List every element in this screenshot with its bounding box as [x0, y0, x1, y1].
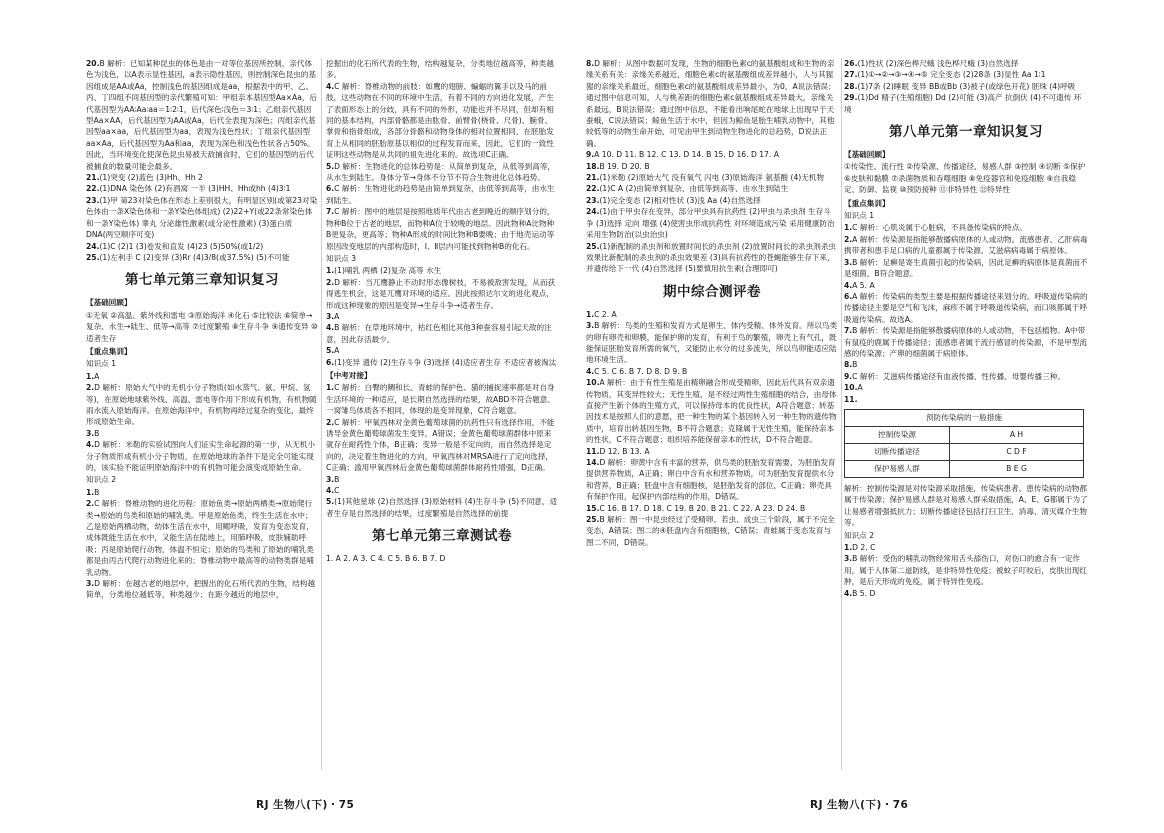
- answer-text: (1)完全变态 (2)相对性状 (3)浅 Aa (4)自然选择: [599, 195, 761, 205]
- answer-number: 8.: [844, 360, 853, 370]
- answer-item: [326, 311, 558, 322]
- table-row: [845, 426, 1084, 443]
- answer-text: (1)①→②→③→④→⑤ 完全变态 (2)28条 (3)显性 Aa 1∶1: [857, 70, 1046, 80]
- answer-text: B 解析：鸟类的生殖和发育方式是卵生、体内受精、体外发育。所以鸟类的卵有卵壳和卵膜，能保护卵的发育，有利于鸟的繁殖，卵壳上有气孔，既能保证胚胎发育所需的氧气，又能防止水分的过多流失，所以鸟卵能适应陆地环境生活。: [586, 321, 838, 365]
- answer-item: [86, 439, 318, 473]
- prevention-table: [844, 409, 1084, 478]
- answer-text: D 解析：生物进化的总体趋势是：从简单到复杂，从低等到高等，从水生到陆生。身体分节→身体不分节不符合生物进化总体趋势。: [326, 161, 556, 183]
- answer-item: [326, 183, 558, 206]
- answer-text: C 解析：心肌炎属于心脏病，不具备传染病的特点。: [852, 223, 1027, 233]
- answer-text: C 解析：艾滋病传播途径有血液传播、性传播、母婴传播三种。: [852, 371, 1065, 381]
- answer-number: 23.: [86, 195, 100, 205]
- answer-item: [86, 487, 318, 498]
- answer-number: 11.: [844, 394, 858, 404]
- answer-item: [326, 417, 558, 474]
- answer-item: [844, 58, 1088, 69]
- answer-item: [586, 241, 838, 275]
- answer-item: [86, 252, 318, 263]
- answer-text: (1)突变 (2)蓝色 (3)Hh、Hh 2: [99, 173, 203, 183]
- answer-item: [326, 322, 558, 345]
- knowledge-point-2: 知识点 2: [86, 475, 117, 485]
- answer-text: D 解析：在越古老的地层中，把握出的化石所代表的生物，结构越简单，分类地位越低等，种类越少；在距今越近的地层中，: [86, 579, 316, 600]
- answer-item: [586, 514, 838, 548]
- kp1-answers: [844, 222, 1088, 405]
- answer-number: 5.: [326, 161, 335, 171]
- answer-number: 21.: [86, 173, 100, 183]
- answer-text: A 解析：传染源是指能够散播病原体的人或动物。流感患者、乙肝病毒携带者和患手足口病的儿童都属于传染源。艾滋病病毒属于病原体。: [844, 234, 1088, 256]
- answer-item: [326, 206, 558, 252]
- table-row: [845, 460, 1084, 477]
- answer-text: B: [852, 360, 858, 370]
- answer-text: D 解析：原始大气中的无机小分子物质(如水蒸气、氨、甲烷、氢等)，在原始地球紫外线、高温、雷电等作用下形成有机物，有机物随雨水流入原始海洋。在原始海洋中，有机物再经过复杂的变化，最终形成原始生命。: [86, 383, 317, 427]
- test-answers: 1. A 2. A 3. C 4. C 5. B 6. B 7. D: [326, 554, 446, 564]
- table-cell-value: C D F: [950, 443, 1084, 460]
- answer-number: 9.: [586, 150, 595, 160]
- answer-item: [326, 382, 558, 416]
- answer-item: [586, 195, 838, 206]
- answer-item: [86, 172, 318, 183]
- page-footer: RJ 生物八(下)・76: [810, 799, 909, 811]
- answer-text: B 解析：已知某种昆虫的体色是由一对等位基因所控制，亲代体色为浅色，以A表示显性基因，a表示隐性基因，则控制深色昆虫的基因组成是AA或Aa，控制浅色的基因组成是aa，根据表中的甲、乙、丙、丁四组不同基因型的亲代繁殖可知：甲组亲本基因型Aa×Aa，后代基因型为AA∶Aa∶aa＝1∶2∶1，后代深色∶浅色＝3∶1；乙组亲代基因型Aa×AA，后代基因型为AA或Aa，后代全表现为深色；丙组亲代基因型aa×aa，后代基因型为aa，表现为浅色性状；丁组亲代基因型aa×Aa，后代基因型为Aa和aa，表现为深色和浅色性状各占50%。因此，当环境变化使深色昆虫易被天敌捕食时，它们的基因型的后代被捕食的数量可能会最多。: [86, 59, 318, 171]
- answer-item: [844, 92, 1088, 115]
- page-footer: RJ 生物八(下)・75: [256, 799, 355, 811]
- answer-list-top: [86, 58, 318, 263]
- answer-item: [844, 222, 1088, 233]
- answer-number: 1.: [326, 383, 335, 393]
- answer-number: 4.: [326, 81, 335, 91]
- answer-item: [586, 309, 838, 320]
- answer-text: A 解析：传染病的类型主要是根据传播途径来划分的。呼吸道传染病的传播途径主要是空气和飞沫，麻疹不属于呼吸道传染病，而口咳都属于呼吸道传染病。故选A。: [844, 291, 1088, 324]
- answer-list-top: [844, 58, 1088, 115]
- answer-number: 5.: [326, 346, 335, 356]
- answer-text: C 5. C 6. B 7. D 8. D 9. B: [594, 366, 688, 376]
- answer-item: [586, 183, 838, 194]
- answer-item: [586, 503, 838, 514]
- answer-text: B 解析：在草地环境中，枯红色相比其他3种蚕容易引起天敌的注意，因此存活最少。: [326, 323, 552, 344]
- answer-item: [326, 474, 558, 485]
- answer-number: 15.: [586, 503, 600, 513]
- kp3-answers: [326, 265, 558, 368]
- answer-text: (1)C A (2)由简单到复杂、由低等到高等、由水生到陆生: [599, 184, 789, 194]
- answer-number: 23.: [586, 195, 600, 205]
- answer-item: [844, 542, 1088, 553]
- answer-text: B: [94, 428, 100, 438]
- answer-text: D 解析：米勒的实验试图向人们证实生命起源的第一步，从无机小分子物质形成有机小分子物质，在原始地球的条件下是完全可能实现的，该实验不能证明原始海洋中的有机物可能会演变成原始生命。: [86, 440, 316, 472]
- answer-list-top: [326, 58, 558, 252]
- answer-number: 25.: [586, 241, 600, 251]
- basic-review-text: ①传染性、流行性 ②传染源、传播途径、易感人群 ③控制 ④切断 ⑤保护 ⑥皮肤和黏膜 ⑦杀菌物质和吞噬细胞 ⑧免疫器官和免疫细胞 ⑨自我稳定、防御、监视 ⑩预防接种 ⑪非特异性 ⑫特异性: [844, 162, 1086, 195]
- answer-text: B 解析：受伤的哺乳动物经常用舌头舔伤口，对伤口的愈合有一定作用，属于人体第二道防线，是非特异性免疫；被蚊子叮咬后，皮肤出现红肿，是后天形成的免疫，属于特异性免疫。: [844, 554, 1087, 587]
- answer-number: 3.: [586, 321, 595, 331]
- answer-text: (1)新配制的杀虫剂和放置时间长的杀虫剂 (2)放置时间长的杀虫剂杀虫效果比新配制的杀虫剂的杀虫效果差 (3)具有抗药性的苍蝇能够生存下来，并遗传给下一代 (4)自然选择 (5)要慎用抗生素(合理即可): [586, 241, 837, 274]
- unit-title: 第八单元第一章知识复习: [889, 124, 1043, 141]
- answer-text: (1)变异 遗传 (2)生存斗争 (3)选择 (4)适应者生存 不适应者被淘汰: [334, 357, 557, 367]
- answer-item: [326, 485, 558, 496]
- answer-item: [844, 553, 1088, 587]
- answer-number: 10.: [844, 383, 858, 393]
- table-title: 预防传染病的一般措施: [845, 409, 1084, 426]
- table-cell-key: 控制传染源: [845, 426, 950, 443]
- answer-item: [326, 277, 558, 311]
- answer-number: 1.: [86, 487, 95, 497]
- answer-item: [86, 371, 318, 382]
- answer-text: (1)其他星球 (2)自然选择 (3)原始材料 (4)生存斗争 (5)不同意，适者生存是自然选择的结果，过度繁殖是自然选择的前提: [326, 497, 558, 518]
- answer-item: [326, 496, 558, 519]
- answer-number: 14.: [586, 458, 600, 467]
- column-divider: [841, 58, 842, 770]
- answer-text: (1)左利手 C (2)变异 (3)Rr (4)3/8(或37.5%) (5)不可能: [99, 252, 290, 262]
- answer-number: 2.: [326, 417, 335, 427]
- answer-item: [326, 265, 558, 276]
- table-explanation: 解析：控制传染源是对传染源采取措施，传染病患者、患传染病的动物都属于传染源；保护易感人群是对易感人群采取措施，A、E、G都属于为了让易感者增强抵抗力；切断传播途径包括打扫卫生、消毒、清灭媒介生物等。: [844, 483, 1088, 528]
- answer-number: 22.: [86, 184, 100, 194]
- answer-number: 6.: [326, 357, 335, 367]
- table-row: [845, 443, 1084, 460]
- answer-text: B: [94, 487, 100, 497]
- answer-text: (1)Dd 精子(生殖细胞) Dd (2)可能 (3)高产 抗倒伏 (4)不可遗传 环境: [844, 93, 1082, 114]
- answer-number: 24.: [586, 207, 600, 217]
- answer-item: [86, 498, 318, 578]
- answer-text: A: [334, 311, 340, 321]
- page-76: [582, 0, 1164, 833]
- answer-item: [586, 58, 838, 149]
- answer-text: C 解析：图中的地层是按照地质年代由古老到晚近的顺序划分的，物种B位于古老的地层，而物种A位于较晚的地层。因此物种A比物种B更复杂，更高等；物种A形成的时间比物种B要晚；由于地壳运动等原因改变地层的内部构造时，Ⅰ、Ⅱ层内可能找到物种B的化石。: [326, 207, 555, 251]
- answer-item: [844, 382, 1088, 393]
- midterm-answers: [586, 309, 838, 549]
- answer-text: A 5. A: [852, 280, 875, 290]
- column-divider: [321, 58, 322, 770]
- answer-number: 3.: [86, 579, 95, 589]
- answer-text: (1)DNA 染色体 (2)有酒窝 一半 (3)HH、Hh或hh (4)3∶1: [99, 184, 291, 194]
- answer-text: 挖掘出的化石所代表的生物，结构越复杂，分类地位越高等，种类越多。: [326, 59, 554, 80]
- answer-number: 2.: [86, 499, 95, 509]
- answer-item: [844, 69, 1088, 80]
- answer-number: 4.: [844, 280, 853, 290]
- answer-number: 26.: [844, 59, 858, 68]
- answer-item: [86, 578, 318, 601]
- knowledge-point-1: 知识点 1: [86, 359, 117, 369]
- answer-number: 11.: [586, 446, 600, 456]
- answer-text: A 解析：由于有性生殖是由精卵融合形成受精卵，因此后代具有双亲遗传物质，其变异性较大；无性生殖，是不经过两性生殖细胞的结合，由母体直接产生新个体的生殖方式，可以保持母本的优良性状，A符合题意；转基因技术是按照人们的意愿，把一种生物的某个基因转入另一种生物的遗传物质中，培育出转基因生物，B不符合题意；克隆属于无性生殖，能保持亲本的性状，C不符合题意；组织培养能保留亲本的性状，D不符合题意。: [586, 378, 837, 445]
- answer-number: 2.: [844, 234, 853, 244]
- answer-text: (1)性状 (2)深色桦尺蛾 浅色桦尺蛾 (3)自然选择: [857, 59, 1019, 68]
- answer-number: 18.: [586, 161, 600, 171]
- answer-number: 1.: [86, 371, 95, 381]
- answer-item: [326, 81, 558, 161]
- answer-item: [586, 457, 838, 503]
- answer-number: 8.: [586, 59, 595, 68]
- answer-number: 3.: [326, 311, 335, 321]
- answers-column-1: [86, 58, 318, 773]
- answer-item: [326, 58, 558, 81]
- table-cell-key: 保护易感人群: [845, 460, 950, 477]
- answer-number: 1.: [844, 223, 853, 233]
- answer-text: A 10. D 11. B 12. C 13. D 14. B 15. D 16. D 17. A: [594, 150, 779, 160]
- answer-item: [844, 588, 1088, 599]
- answers-column-2: [326, 58, 558, 773]
- answer-item: [844, 234, 1088, 257]
- answer-item: [86, 195, 318, 241]
- answer-text: A: [94, 371, 100, 381]
- answer-number: 4.: [586, 366, 595, 376]
- answer-number: 7.: [844, 326, 853, 336]
- table-cell-value: A H: [950, 426, 1084, 443]
- answer-number: 27.: [844, 70, 858, 80]
- answers-column-3: [586, 58, 838, 773]
- answer-number: 1.: [326, 266, 335, 276]
- midterm-title: 期中综合测评卷: [663, 283, 761, 300]
- answer-item: [586, 446, 838, 457]
- answer-number: 9.: [844, 371, 853, 381]
- answer-list-top: [586, 58, 838, 275]
- answer-text: C 解析：生物进化的趋势是由简单到复杂，由低等到高等，由水生到陆生。: [326, 184, 555, 205]
- answer-text: C 解析：白臀的鲷和长、青蛙的保护色、猫的捕捉速率都是对自身生活环境的一种适应，是长期自然选择的结果，故ABD不符合题意。一窝雏鸟体质各不相同，体现的是变异现象，C符合题意。: [326, 383, 555, 416]
- answer-number: 29.: [844, 93, 858, 103]
- answer-item: [844, 81, 1088, 92]
- focus-heading: 【重点集训】: [86, 346, 132, 356]
- answer-item: [586, 161, 838, 172]
- answer-number: 4.: [844, 588, 853, 598]
- exam-answers: [326, 382, 558, 519]
- answer-text: D 解析：当兀鹰静止不动时形态像树枝，不易被敌害发现，从而获得逃生机会，这是兀鹰对环境的适应。因此按照达尔文的进化观点，形成这种现象的原因是变异→生存斗争→适者生存。: [326, 277, 556, 310]
- kp2-answers: [86, 487, 318, 601]
- answer-number: 3.: [844, 257, 853, 267]
- answer-number: 6.: [326, 184, 335, 194]
- answer-number: 5.: [326, 497, 335, 507]
- answer-item: [86, 58, 318, 172]
- answer-number: 2.: [326, 277, 335, 287]
- answer-number: 22.: [586, 184, 600, 194]
- answer-text: B 5. D: [852, 588, 876, 598]
- answer-text: D 解析：卵黄中含有丰富的营养，供鸟类的胚胎发育需要，为胚胎发育提供营养物质，A正确；卵白中含有水和营养物质，可为胚胎发育提供水分和营养，B正确；胚盘中含有细胞核，是胚胎发育的部位，C正确；卵壳具有保护作用，起保护内部结构的作用，D错误。: [586, 458, 836, 502]
- answer-text: C 解析：脊椎动物的进化历程：原始鱼类→原始两栖类→原始爬行类→原始的鸟类和原始的哺乳类。甲是原始鱼类，终生生活在水中；乙是原始两栖动物，幼体生活在水中，用鳃呼吸，发育为变态发育，成体既能生活在水中，又能生活在陆地上，用肺呼吸，皮肤辅助呼吸；丙是原始爬行动物，体温不恒定；原始的鸟类和了原始的哺乳类都是由丙古代爬行动物进化来的；脊椎动物中最高等的动物类群是哺乳动物。: [86, 499, 314, 577]
- answer-text: B: [334, 474, 340, 484]
- answer-item: [86, 428, 318, 439]
- answer-number: 3.: [844, 554, 853, 564]
- answer-item: [586, 320, 838, 366]
- answer-number: 1.: [586, 309, 595, 319]
- answer-item: [844, 280, 1088, 291]
- answer-number: 4.: [326, 323, 335, 333]
- basic-review-text: ①无氧 ②高温、紫外线和雷电 ③原始海洋 ④化石 ⑤比较法 ⑥简单→复杂、水生→陆生、低等→高等 ⑦过度繁殖 ⑧生存斗争 ⑨遗传变异 ⑩适者生存: [86, 310, 318, 343]
- answer-text: (1)哺乳 两栖 (2)复杂 高等 水生: [334, 266, 442, 276]
- answer-text: (1)米勒 (2)原始大气 没有氧气 闪电 (3)原始海洋 氨基酸 (4)无机物: [599, 173, 825, 183]
- kp1-answers: [86, 371, 318, 474]
- knowledge-point-1: 知识点 1: [844, 211, 875, 221]
- answer-number: 24.: [86, 241, 100, 251]
- answer-item: [586, 172, 838, 183]
- answer-text: C: [334, 486, 340, 496]
- answer-text: C 解析：甲氧西林对金黄色葡萄球菌的抗药性只有选择作用，不能诱导金黄色葡萄球菌发生变异，A错误；金黄色葡萄球菌群体中原来就存在耐药性个体，B正确；变异一般是不定向的，而自然选择是定向的，决定着生物进化的方向，甲氧西林对MRSA进行了定向选择，C正确；滥用甲氧西林后金黄色葡萄球菌群体耐药性增强，D正确。: [326, 417, 555, 473]
- answer-item: [326, 161, 558, 184]
- knowledge-point-2: 知识点 2: [844, 530, 875, 540]
- answer-number: 21.: [586, 173, 600, 183]
- answer-text: B 解析：传染源是指能够散播病原体的人或动物，不包括植物。A中带有鼠疫的鹿属于传播途径；流感患者属于流行感冒的传染源，不是甲型流感的传染源；产卵的细菌属于病原体。: [844, 326, 1087, 358]
- test-title: 第七单元第三章测试卷: [372, 528, 512, 545]
- answer-item: [586, 206, 838, 240]
- answer-item: [86, 382, 318, 428]
- answer-text: B 19. D 20. B: [599, 161, 650, 171]
- answer-item: [844, 394, 1088, 405]
- unit-title: 第七单元第三章知识复习: [125, 272, 279, 289]
- answer-text: D 2. C: [852, 543, 876, 552]
- exam-heading: 【中考对接】: [326, 370, 372, 380]
- basic-review-heading: 【基础回顾】: [844, 150, 890, 160]
- answer-text: D 12. B 13. A: [599, 446, 650, 456]
- answer-item: [844, 257, 1088, 280]
- answer-item: [586, 377, 838, 445]
- answer-number: 3.: [326, 474, 335, 484]
- answers-column-4: [844, 58, 1088, 773]
- answer-text: C 解析：脊椎动物的前肢：如鹰的翅膀、蝙蝠的翼手以及马的前肢，这些动物在不同的环境中生活，有着不同的方向进化发展，产生了表面形态上的分歧，具有不同的外形，功能也并不尽同，但却有相同的基本结构，内部骨骼都是由肱骨、前臂骨(桡骨、尺骨)、腕骨、掌骨和指骨组成，各部分骨骼和动物身体的相对位置相同，在胚胎发育上从相同的胚胎原基以相似的过程发育而来，因此，它们的一致性证明这些动物是从共同的祖先进化来的。故选项C正确。: [326, 81, 554, 160]
- answer-number: 6.: [844, 291, 853, 301]
- answer-text: (1)C (2)1 (3)卷发和直发 (4)23 (5)50%(或1/2): [99, 241, 264, 251]
- answer-number: 3.: [86, 428, 95, 438]
- focus-heading: 【重点集训】: [844, 198, 890, 208]
- answer-item: [844, 291, 1088, 325]
- answer-item: [326, 345, 558, 356]
- answer-number: 7.: [326, 207, 335, 217]
- answer-item: [326, 357, 558, 368]
- answer-item: [586, 366, 838, 377]
- answer-text: A: [857, 383, 863, 393]
- knowledge-point-3: 知识点 3: [326, 253, 357, 263]
- kp2-answers: [844, 542, 1088, 599]
- answer-text: (1)甲 第23对染色体在形态上差别很大，有明显区别(或第23对染色体由一条X染色体和一条Y染色体组成) (2)22+Y(或22条常染色体和一条Y染色体) 睾丸 分泌雄性激素(或分泌性激素) (3)蛋白质 DNA(两空顺序可变): [86, 195, 318, 240]
- answer-item: [844, 371, 1088, 382]
- answer-text: C 2. A: [594, 309, 617, 319]
- answer-text: C 16. B 17. D 18. C 19. B 20. B 21. C 22. A 23. D 24. B: [599, 503, 806, 513]
- answer-item: [86, 183, 318, 194]
- answer-item: [844, 325, 1088, 359]
- answer-text: A: [334, 346, 340, 356]
- answer-item: [586, 149, 838, 160]
- answer-text: D 解析：从图中数据可发现，生物的细胞色素c的氨基酸组成和生物的亲缘关系有关：亲缘关系越近，细胞色素c的氨基酸组成差异越小，人与其猩猩的亲缘关系最近，细胞色素c的氨基酸组成差异最小，为0，A说法错误；通过图中信息可知，人与桃差距的细胞色素c氨基酸组成差异最大，亲缘关系最远，B说法错误；通过图中信息，不能看出响尾蛇在地球上出现早于天蚕蛾，C说法错误；鲸鱼生活于水中，但因为鲸鱼是胎生哺乳动物中，其他较低等的动物生命开始，可见由甲生到动物生物进化的总趋势，D说法正确。: [586, 59, 836, 148]
- answer-number: 4.: [326, 486, 335, 496]
- basic-review-heading: 【基础回顾】: [86, 298, 132, 308]
- table-cell-value: B E G: [950, 460, 1084, 477]
- answer-number: 25.: [86, 252, 100, 262]
- answer-text: B 解析：足癣是寄生真菌引起的传染病，因此足癣的病原体是真菌而不是细菌，B符合题意。: [844, 257, 1088, 279]
- answer-number: 28.: [844, 81, 858, 91]
- table-cell-key: 切断传播途径: [845, 443, 950, 460]
- answer-number: 10.: [586, 378, 600, 388]
- answer-number: 4.: [86, 440, 95, 450]
- answer-number: 1.: [844, 543, 853, 552]
- answer-text: B 解析：图一中昆虫经过了受精卵、若虫、成虫三个阶段，属于不完全变态，A错误；图二的④胚盘内含有细胞核，C错误；青蛙属于变态发育与图二不同，D错误。: [586, 515, 835, 547]
- answer-text: (1)7条 (2)睡眠 变异 BB或Bb (3)被子(或绿色开花) 胚珠 (4)呼吸: [857, 81, 1076, 91]
- answer-number: 2.: [86, 383, 95, 393]
- answer-text: (1)由于甲虫存在变异，部分甲虫具有抗药性 (2)甲虫与杀虫剂 生存斗争 (3)选择 定向 增强 (4)使害虫形成抗药性 对环境造成污染 采用健康防治 采用生物防治(以虫治虫): [586, 207, 835, 240]
- answer-item: [844, 359, 1088, 370]
- answer-number: 25.: [586, 515, 600, 525]
- answer-item: [86, 241, 318, 252]
- answer-number: 20.: [86, 59, 100, 68]
